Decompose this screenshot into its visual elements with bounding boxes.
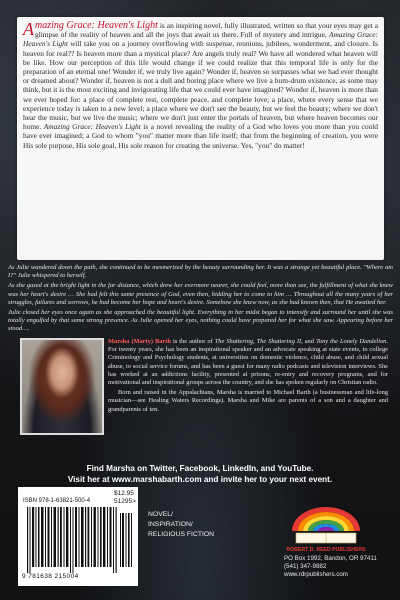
price-label: $12.95 (114, 490, 134, 497)
blurb-title-repeat: Amazing Grace: Heaven's Light (23, 30, 378, 49)
genre-line-3: RELIGIOUS FICTION (148, 531, 215, 538)
bio-paragraph-1 (108, 338, 388, 387)
isbn-barcode (18, 487, 138, 586)
bio-text: is the author of (170, 338, 215, 345)
blurb-text (23, 21, 378, 150)
cta-website-line: Visit her at www.marshabarth.com and invite her to your next event. (67, 475, 333, 484)
publisher-address (284, 555, 384, 579)
call-to-action (0, 463, 400, 485)
publisher-address-line: PO Box 1992, Bandon, OR 97411 (284, 555, 377, 562)
publisher-website: www.rdrpublishers.com (284, 571, 348, 578)
blurb-title-repeat-2: Amazing Grace: Heaven's Light (43, 122, 141, 132)
blurb-body-3: is a novel revealing the reality of a God who loves you more than you could have ever imagined; a God to whom "you" matter more than life itself; that from the beginning of creation, you were His sole purpose, His sole goal, His sole reason for creating the universe. Yes, "you" do matter! (23, 122, 378, 150)
bio-text: and (302, 338, 316, 345)
genre-line-2: INSPIRATION/ (148, 521, 193, 528)
isbn-label: ISBN 978-1-63821-500-4 (23, 498, 91, 504)
blurb-dropcap: A (23, 19, 34, 39)
author-photo (20, 338, 104, 435)
genre-label (148, 510, 248, 540)
bio-paragraph-2: Born and raised in the Appalachians, Marsha is married to Michael Barth (a businessman and life-long musician—see Healing Waters Recordings). Marsha and Mike are parents of a son and a daughter and grandparents of ten. (108, 389, 388, 413)
ean-addon-label: 51295> (114, 498, 136, 505)
barcode-icon (23, 507, 135, 573)
bio-book-1: The Shattering, The Shattering II, (214, 338, 303, 345)
cta-social-line: Find Marsha on Twitter, Facebook, LinkedIn, and YouTube. (86, 464, 314, 473)
author-name: Marsha (Marty) Barth (108, 338, 171, 345)
author-bio (108, 338, 388, 416)
bio-text: For twenty years, she has been an inspirational speaker and an advocate speaking at state events, to college Criminology and Psychology students, at universities on domestic violence, child abuse, and child sexual abuse, to social service forums, and has been a guest for many radio podcasts and television interviews. She has worked at an addictions facility, presented at prisons, re-entry and recovery programs, and for motivational and inspirational groups across the country, and she has spoken regularly on Christian radio. (108, 346, 388, 387)
story-excerpt (8, 264, 393, 336)
blurb-body-1: is an inspiring novel, fully illustrated, written so that your eyes may get a glimpse of the reality of heaven and all the joys that await us there. Full of mystery and intrigue, (35, 21, 378, 40)
ean-digits-label: 9 781638 215004 (22, 573, 79, 580)
excerpt-paragraph-1: As Julie wandered down the path, she continued to be mesmerized by the beauty surrounding her. It was a strange yet beautiful place. "Where am I?" Julie whispered to herself. (8, 264, 393, 280)
blurb-title: mazing Grace: Heaven's Light (35, 20, 158, 31)
bio-book-2: Tony the Lonely Dandelion. (315, 338, 388, 345)
genre-line-1: NOVEL/ (148, 511, 173, 518)
excerpt-paragraph-3: Julie closed her eyes once again as she approached the beautiful light. Everything in her midst began to intensify and surround her until she was totally engulfed by that same strong presence. As Julie opened her eyes, nothing could have prepared her for what she saw. Appearing before her stood…. (8, 309, 393, 333)
excerpt-paragraph-2: As she gazed at the bright light in the far distance, which drew her evermore nearer, she could feel, more than see, the fulfillment of what she knew was her heart's desire … She had felt this same presence of God, even then, bidding her to come to him … Throughout all the many years of her struggles, failures and sorrows, he had become her hope and heart's desire. Somehow she knew now, as she had known then, that He awaited her. (8, 282, 393, 306)
publisher-logo-icon (276, 505, 376, 553)
publisher-phone: (541) 347-9882 (284, 563, 327, 570)
publisher-logo-text: ROBERT D. REED PUBLISHERS (286, 547, 366, 553)
blurb-body-2: will take you on a journey overflowing with suspense, reunions, jubilees, wonderment, and closure. Is heaven for real?? Is heaven more than a mystical place? Are angels truly real? We have all wondered what heaven will be like. How our perception of this life would change if we could realize that this temporal life is only for the preparation of an eternal one! Wonder if, we truly live again? Wonder if, heaven so surpasses what we had ever thought or dreamed about? Wonder if, heaven is not a dull and boring place where we live a hum-drum existence, as some may think, but it is the most exciting and invigorating life that we could ever have imagined? Wonder if, heaven is more than we ever hoped for: a place of complete rest, complete peace, and complete love; a place, where every sense that we experience today is taken to a new level; a place where we don't see the beauty, but we feel the beauty; where we don't hear the music, but we live the music; where we don't just enter the portals of heaven, but where heaven becomes our home. (23, 39, 378, 132)
